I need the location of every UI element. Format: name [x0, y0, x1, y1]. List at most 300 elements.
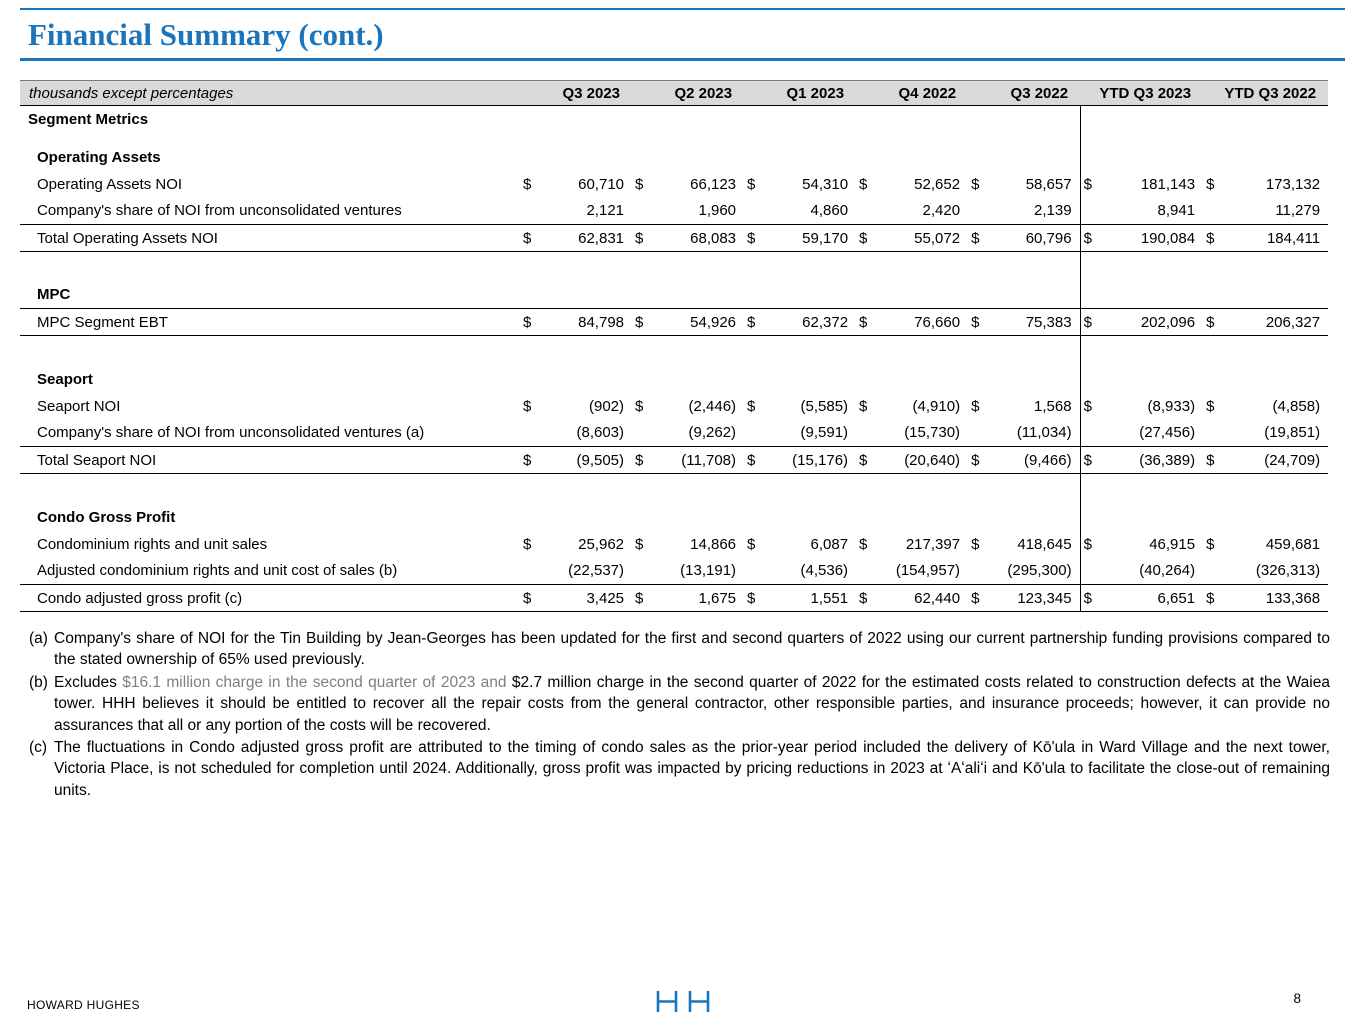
cell-dollar-sign: $: [971, 397, 980, 415]
cell-dollar-sign: $: [523, 535, 532, 553]
cell-value: 206,327: [1225, 309, 1328, 336]
cell-value: 3,425: [542, 585, 632, 612]
cell-value: 184,411: [1225, 225, 1328, 252]
cell-value: 59,170: [766, 225, 856, 252]
cell-value: [990, 474, 1080, 504]
cell-dollar-sign: $: [747, 535, 756, 553]
cell-value: 459,681: [1265, 535, 1321, 553]
cell-dollar-sign: $: [1080, 531, 1102, 558]
cell-value: [542, 336, 632, 366]
footnote-marker: (c): [29, 738, 48, 756]
cell-dollar-sign: $: [632, 585, 654, 612]
table-row: [20, 366, 1328, 393]
cell-dollar-sign: $: [744, 585, 766, 612]
cell-value: 58,657: [1025, 175, 1072, 193]
cell-value: [1102, 504, 1203, 531]
cell-dollar-sign: [968, 474, 990, 504]
table-row: [20, 282, 1328, 309]
cell-dollar-sign: [968, 420, 990, 447]
cell-dollar-sign: $: [632, 225, 654, 252]
cell-value: [542, 133, 632, 144]
cell-dollar-sign: [1203, 336, 1225, 366]
cell-value: 25,962: [578, 535, 625, 553]
hh-logo: [652, 990, 714, 1018]
cell-dollar-sign: [1080, 133, 1102, 144]
slide: [0, 8, 1365, 801]
table-row: [20, 393, 1328, 420]
column-header: YTD Q3 2022: [1203, 81, 1328, 106]
cell-value: 62,831: [542, 225, 632, 252]
cell-dollar-sign: [744, 133, 766, 144]
cell-dollar-sign: [632, 336, 654, 366]
table-row: [20, 504, 1328, 531]
cell-value: 62,440: [878, 585, 968, 612]
table-row: [20, 198, 1328, 225]
footnote-segment: Company's share of NOI for the Tin Building by Jean-Georges has been updated for the first and second quarters of 2022 using our current partnership funding provisions compared to the stated ownership of 65% used previously.: [54, 630, 1330, 669]
footnote-segment: $16.1 million charge in the second quarter of 2023 and: [122, 673, 512, 691]
cell-dollar-sign: [1080, 144, 1102, 171]
cell-value: 46,915: [1149, 535, 1196, 553]
cell-dollar-sign: $: [1206, 397, 1215, 415]
cell-dollar-sign: $: [1080, 393, 1102, 420]
footer-company-name: HOWARD HUGHES: [27, 998, 140, 1012]
cell-value: (15,730): [904, 424, 961, 442]
cell-value: [1102, 106, 1203, 133]
cell-dollar-sign: [968, 558, 990, 585]
cell-value: (27,456): [1139, 424, 1196, 442]
cell-value: [1225, 336, 1328, 366]
cell-value: 76,660: [878, 309, 968, 336]
cell-value: (5,585): [800, 397, 849, 415]
cell-value: [766, 282, 856, 309]
cell-dollar-sign: [856, 144, 878, 171]
column-header: Q2 2023: [632, 81, 744, 106]
cell-value: [654, 282, 744, 309]
cell-value: 60,796: [990, 225, 1080, 252]
cell-value: [878, 106, 968, 133]
row-label: MPC: [37, 286, 71, 304]
page-title: Financial Summary (cont.): [28, 17, 384, 52]
cell-dollar-sign: [968, 198, 990, 225]
cell-value: (4,536): [800, 562, 849, 580]
cell-dollar-sign: [1203, 366, 1225, 393]
cell-value: [766, 252, 856, 282]
cell-dollar-sign: [632, 106, 654, 133]
cell-dollar-sign: $: [859, 535, 868, 553]
cell-dollar-sign: [632, 558, 654, 585]
cell-dollar-sign: [520, 336, 542, 366]
cell-value: (24,709): [1225, 447, 1328, 474]
cell-dollar-sign: [1203, 558, 1225, 585]
cell-value: 173,132: [1265, 175, 1321, 193]
cell-dollar-sign: $: [856, 585, 878, 612]
footnote-text: [54, 672, 1330, 736]
cell-value: [990, 366, 1080, 393]
cell-value: (902): [588, 397, 625, 415]
cell-dollar-sign: [632, 504, 654, 531]
table-row: [20, 144, 1328, 171]
cell-dollar-sign: [744, 558, 766, 585]
row-label: Total Operating Assets NOI: [20, 225, 520, 252]
cell-value: [1102, 282, 1203, 309]
cell-value: 68,083: [654, 225, 744, 252]
cell-value: [990, 106, 1080, 133]
cell-dollar-sign: [744, 336, 766, 366]
footnotes: [20, 628, 1330, 801]
cell-value: 1,675: [654, 585, 744, 612]
cell-value: (8,603): [576, 424, 625, 442]
cell-dollar-sign: [744, 504, 766, 531]
row-label: [20, 336, 520, 366]
footnote: [20, 628, 1330, 671]
cell-dollar-sign: [632, 133, 654, 144]
cell-value: [654, 106, 744, 133]
cell-value: [1225, 474, 1328, 504]
cell-value: 62,372: [766, 309, 856, 336]
column-header: Q1 2023: [744, 81, 856, 106]
cell-dollar-sign: [520, 198, 542, 225]
cell-value: [1102, 144, 1203, 171]
title-rule: [20, 58, 1345, 61]
cell-dollar-sign: $: [971, 535, 980, 553]
cell-value: 2,121: [586, 202, 625, 220]
cell-dollar-sign: [1203, 252, 1225, 282]
cell-value: [766, 366, 856, 393]
cell-dollar-sign: $: [856, 447, 878, 474]
cell-dollar-sign: [520, 420, 542, 447]
cell-dollar-sign: [1080, 420, 1102, 447]
table-row: [20, 106, 1328, 133]
cell-dollar-sign: $: [744, 447, 766, 474]
cell-dollar-sign: [1203, 198, 1225, 225]
footnote-text: [54, 737, 1330, 801]
table-row: [20, 558, 1328, 585]
cell-dollar-sign: [968, 252, 990, 282]
cell-value: [654, 504, 744, 531]
footnote-segment: $2.7 million charge in the second quarter of 2022 for the estimated costs related to construction defects at the Waiea tower. HHH believes it should be entitled to recover all the repair costs from the general contractor, other responsible parties, and insurance proceeds; however, it can provide no assurances that all or any portion of the costs will be recovered.: [54, 673, 1330, 734]
cell-dollar-sign: $: [1080, 225, 1102, 252]
cell-dollar-sign: [632, 420, 654, 447]
cell-dollar-sign: [1080, 474, 1102, 504]
cell-dollar-sign: $: [635, 535, 644, 553]
row-label: Segment Metrics: [28, 110, 149, 128]
cell-dollar-sign: [632, 366, 654, 393]
column-header: YTD Q3 2023: [1080, 81, 1203, 106]
cell-dollar-sign: $: [520, 309, 542, 336]
cell-value: (36,389): [1102, 447, 1203, 474]
cell-value: 52,652: [914, 175, 961, 193]
cell-dollar-sign: [1080, 282, 1102, 309]
cell-dollar-sign: [744, 106, 766, 133]
cell-value: [766, 106, 856, 133]
column-header: Q3 2023: [520, 81, 632, 106]
cell-value: 60,710: [578, 175, 625, 193]
cell-dollar-sign: $: [520, 585, 542, 612]
cell-dollar-sign: [1203, 474, 1225, 504]
table-row: [20, 420, 1328, 447]
row-label: Operating Assets: [37, 148, 161, 166]
cell-value: [654, 252, 744, 282]
cell-dollar-sign: [856, 420, 878, 447]
cell-value: [990, 504, 1080, 531]
cell-value: (20,640): [878, 447, 968, 474]
cell-value: (326,313): [1255, 562, 1321, 580]
cell-value: (11,708): [654, 447, 744, 474]
cell-value: 133,368: [1225, 585, 1328, 612]
cell-value: [766, 144, 856, 171]
cell-dollar-sign: $: [632, 309, 654, 336]
cell-dollar-sign: $: [859, 175, 868, 193]
cell-dollar-sign: [1080, 198, 1102, 225]
row-label: Condo adjusted gross profit (c): [20, 585, 520, 612]
cell-value: (40,264): [1139, 562, 1196, 580]
table-row: [20, 309, 1328, 336]
cell-dollar-sign: [856, 504, 878, 531]
cell-dollar-sign: [1080, 336, 1102, 366]
cell-dollar-sign: $: [1080, 171, 1102, 198]
row-label: Total Seaport NOI: [20, 447, 520, 474]
cell-dollar-sign: $: [968, 225, 990, 252]
cell-dollar-sign: [1080, 558, 1102, 585]
cell-value: [766, 133, 856, 144]
cell-dollar-sign: [520, 366, 542, 393]
cell-value: [766, 474, 856, 504]
cell-value: [654, 474, 744, 504]
cell-value: (295,300): [1007, 562, 1072, 580]
cell-value: [878, 504, 968, 531]
cell-value: [1225, 144, 1328, 171]
cell-value: [878, 133, 968, 144]
cell-dollar-sign: [856, 558, 878, 585]
cell-dollar-sign: [520, 504, 542, 531]
cell-dollar-sign: [520, 106, 542, 133]
cell-value: [1225, 252, 1328, 282]
cell-value: 6,087: [810, 535, 849, 553]
cell-value: [766, 504, 856, 531]
table-row: [20, 531, 1328, 558]
cell-value: (9,262): [688, 424, 737, 442]
cell-dollar-sign: $: [859, 397, 868, 415]
cell-dollar-sign: [968, 366, 990, 393]
cell-dollar-sign: [856, 336, 878, 366]
cell-value: [654, 133, 744, 144]
table-row: [20, 447, 1328, 474]
footnote: [20, 737, 1330, 801]
row-label: Company's share of NOI from unconsolidated ventures: [37, 202, 402, 220]
cell-value: [654, 144, 744, 171]
cell-value: [1102, 366, 1203, 393]
cell-dollar-sign: $: [856, 309, 878, 336]
column-header: Q4 2022: [856, 81, 968, 106]
cell-value: 11,279: [1275, 202, 1321, 220]
table-row: [20, 133, 1328, 144]
footnote-text: [54, 628, 1330, 671]
cell-dollar-sign: $: [1203, 225, 1225, 252]
table-row: [20, 171, 1328, 198]
cell-dollar-sign: [744, 144, 766, 171]
cell-dollar-sign: $: [1203, 309, 1225, 336]
cell-dollar-sign: [968, 282, 990, 309]
cell-value: 181,143: [1140, 175, 1196, 193]
cell-dollar-sign: [968, 504, 990, 531]
cell-dollar-sign: $: [1206, 535, 1215, 553]
cell-value: [1102, 252, 1203, 282]
cell-dollar-sign: [1203, 282, 1225, 309]
cell-value: [878, 144, 968, 171]
cell-dollar-sign: $: [1206, 175, 1215, 193]
cell-dollar-sign: [1203, 420, 1225, 447]
cell-value: [1225, 106, 1328, 133]
cell-value: (9,466): [990, 447, 1080, 474]
cell-dollar-sign: $: [523, 397, 532, 415]
cell-dollar-sign: $: [1080, 309, 1102, 336]
financial-summary-table: [20, 80, 1328, 612]
cell-value: [1225, 366, 1328, 393]
cell-value: 8,941: [1157, 202, 1196, 220]
cell-dollar-sign: [856, 198, 878, 225]
cell-dollar-sign: [520, 282, 542, 309]
cell-dollar-sign: [744, 474, 766, 504]
cell-dollar-sign: [744, 198, 766, 225]
cell-value: [766, 336, 856, 366]
cell-value: [542, 282, 632, 309]
row-label: [20, 252, 520, 282]
page-number: 8: [1293, 991, 1301, 1006]
cell-value: 2,420: [922, 202, 961, 220]
cell-value: [878, 336, 968, 366]
cell-value: 54,926: [654, 309, 744, 336]
cell-dollar-sign: $: [520, 447, 542, 474]
row-label: Company's share of NOI from unconsolidated ventures (a): [37, 424, 425, 442]
cell-value: [542, 366, 632, 393]
cell-dollar-sign: $: [635, 397, 644, 415]
cell-dollar-sign: $: [1203, 585, 1225, 612]
row-label: [20, 474, 520, 504]
cell-value: [1225, 504, 1328, 531]
cell-value: [542, 474, 632, 504]
cell-value: [990, 282, 1080, 309]
cell-dollar-sign: [744, 420, 766, 447]
unit-note: thousands except percentages: [20, 81, 520, 106]
cell-dollar-sign: $: [968, 309, 990, 336]
cell-value: 217,397: [905, 535, 961, 553]
row-label: Condo Gross Profit: [37, 508, 176, 526]
cell-dollar-sign: [1203, 106, 1225, 133]
cell-dollar-sign: [856, 366, 878, 393]
cell-dollar-sign: $: [523, 175, 532, 193]
cell-value: [654, 366, 744, 393]
cell-value: 66,123: [690, 175, 737, 193]
cell-dollar-sign: [1203, 144, 1225, 171]
cell-value: 1,960: [698, 202, 737, 220]
cell-value: 123,345: [990, 585, 1080, 612]
cell-dollar-sign: [520, 252, 542, 282]
cell-value: [990, 336, 1080, 366]
cell-value: 54,310: [802, 175, 849, 193]
cell-value: [542, 252, 632, 282]
table-row: [20, 585, 1328, 612]
cell-value: [878, 282, 968, 309]
row-label: Seaport: [37, 370, 93, 388]
cell-dollar-sign: $: [856, 225, 878, 252]
cell-value: (4,858): [1272, 397, 1321, 415]
cell-value: 1,568: [1034, 397, 1072, 415]
cell-value: 190,084: [1102, 225, 1203, 252]
footnote-segment: Excludes: [54, 673, 123, 691]
row-label: MPC Segment EBT: [20, 309, 520, 336]
footnote-marker: (a): [29, 630, 48, 647]
cell-value: 84,798: [542, 309, 632, 336]
cell-dollar-sign: [1080, 252, 1102, 282]
cell-value: (9,505): [542, 447, 632, 474]
cell-dollar-sign: [632, 144, 654, 171]
cell-value: [1102, 474, 1203, 504]
cell-value: (15,176): [766, 447, 856, 474]
cell-dollar-sign: [632, 252, 654, 282]
cell-value: [990, 252, 1080, 282]
cell-dollar-sign: [744, 282, 766, 309]
cell-value: (19,851): [1264, 424, 1321, 442]
row-label: Condominium rights and unit sales: [37, 535, 268, 553]
cell-dollar-sign: [856, 282, 878, 309]
row-label: Adjusted condominium rights and unit cost of sales (b): [37, 562, 398, 580]
cell-dollar-sign: [968, 144, 990, 171]
cell-value: (154,957): [895, 562, 961, 580]
cell-dollar-sign: [520, 144, 542, 171]
cell-dollar-sign: [1203, 133, 1225, 144]
cell-value: [1102, 336, 1203, 366]
cell-value: [542, 106, 632, 133]
cell-dollar-sign: $: [635, 175, 644, 193]
cell-dollar-sign: $: [747, 175, 756, 193]
cell-value: 1,551: [766, 585, 856, 612]
cell-dollar-sign: $: [971, 175, 980, 193]
cell-dollar-sign: [520, 474, 542, 504]
table-row: [20, 225, 1328, 252]
cell-dollar-sign: [968, 106, 990, 133]
cell-value: 2,139: [1034, 202, 1072, 220]
cell-dollar-sign: [632, 282, 654, 309]
cell-value: 418,645: [1017, 535, 1072, 553]
cell-dollar-sign: [856, 133, 878, 144]
cell-value: [878, 366, 968, 393]
cell-value: 75,383: [990, 309, 1080, 336]
table-row: [20, 474, 1328, 504]
cell-value: [990, 133, 1080, 144]
cell-value: [654, 336, 744, 366]
cell-dollar-sign: [632, 198, 654, 225]
row-label: [20, 133, 520, 144]
cell-dollar-sign: [856, 474, 878, 504]
cell-value: (22,537): [568, 562, 625, 580]
table-row: [20, 336, 1328, 366]
cell-dollar-sign: $: [1080, 447, 1102, 474]
footnote: [20, 672, 1330, 736]
cell-dollar-sign: $: [968, 585, 990, 612]
cell-value: [1102, 133, 1203, 144]
cell-value: 55,072: [878, 225, 968, 252]
cell-dollar-sign: $: [968, 447, 990, 474]
cell-value: [990, 144, 1080, 171]
table-body: [20, 106, 1328, 612]
cell-dollar-sign: [744, 252, 766, 282]
cell-value: [1225, 133, 1328, 144]
cell-dollar-sign: [1080, 504, 1102, 531]
row-label: Operating Assets NOI: [37, 175, 183, 193]
cell-value: 4,860: [810, 202, 849, 220]
cell-dollar-sign: [1080, 106, 1102, 133]
column-header: Q3 2022: [968, 81, 1080, 106]
